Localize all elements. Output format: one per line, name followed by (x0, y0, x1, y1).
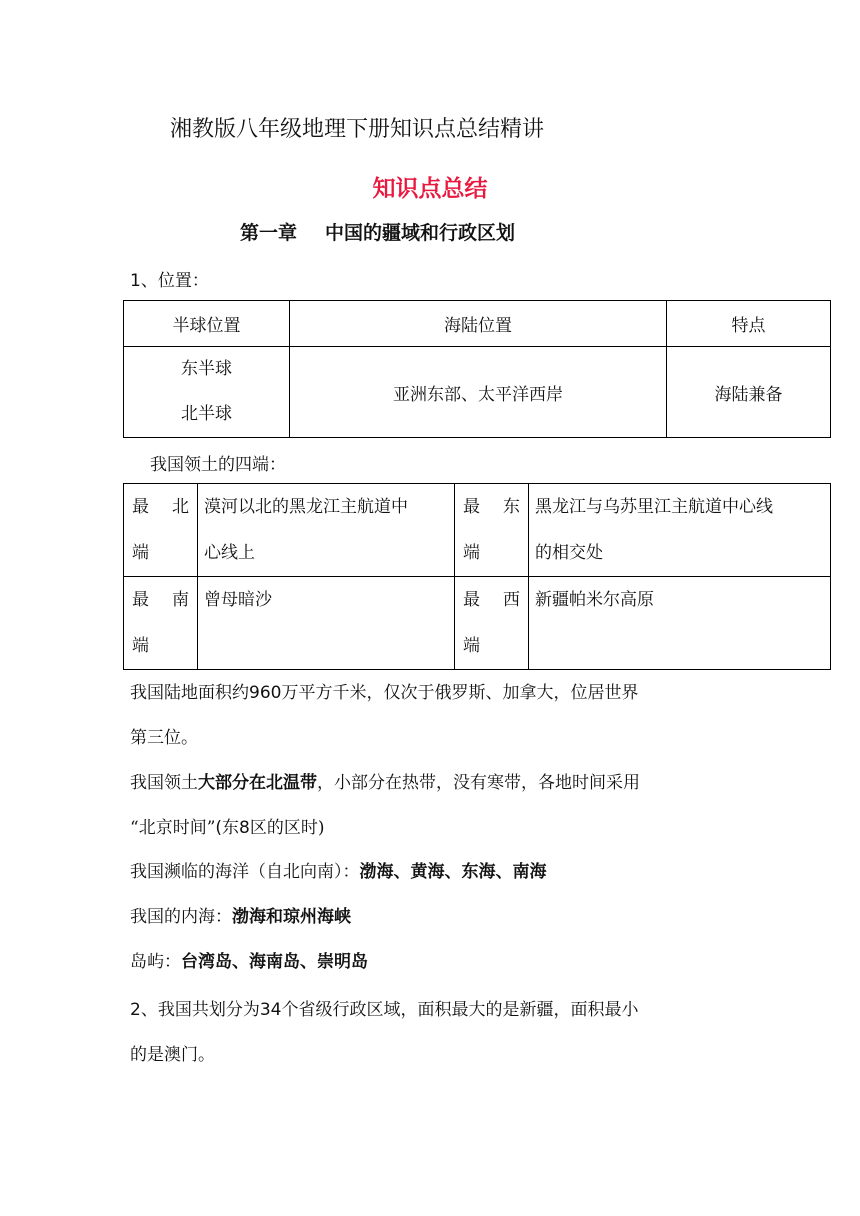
paragraph-islands: 岛屿：台湾岛、海南岛、崇明岛 (130, 952, 368, 972)
west-desc: 新疆帕米尔高原 (529, 577, 831, 670)
header-sea-land: 海陆位置 (290, 301, 667, 347)
north-label: 最 北 端 (124, 484, 198, 577)
document-title: 湘教版八年级地理下册知识点总结精讲 (170, 117, 545, 142)
paragraph-area-line2: 第三位。 (130, 728, 198, 748)
paragraph-seas: 我国濒临的海洋（自北向南）：渤海、黄海、东海、南海 (130, 862, 547, 882)
table-header-row (124, 301, 831, 347)
section-heading: 知识点总结 (372, 176, 488, 202)
west-label: 最 西 端 (455, 577, 529, 670)
north-desc: 漠河以北的黑龙江主航道中 心线上 (198, 484, 455, 577)
paragraph-admin-line1: 2、我国共划分为34个省级行政区域，面积最大的是新疆，面积最小 (130, 1000, 639, 1020)
east-label: 最 东 端 (455, 484, 529, 577)
extremities-table (123, 483, 831, 670)
paragraph-area-line1: 我国陆地面积约960万平方千米，仅次于俄罗斯、加拿大，位居世界 (130, 683, 639, 703)
hemisphere-north: 北半球 (181, 404, 232, 424)
paragraph-zone-line2: “北京时间”(东8区的区时) (130, 818, 325, 838)
paragraph-inner-sea: 我国的内海：渤海和琼州海峡 (130, 907, 351, 927)
south-label: 最 南 端 (124, 577, 198, 670)
chapter-heading (240, 218, 515, 245)
hemisphere-cell (124, 347, 290, 438)
chapter-name: 中国的疆域和行政区划 (325, 222, 516, 244)
hemisphere-east: 东半球 (181, 359, 232, 379)
chapter-number: 第一章 (240, 222, 298, 244)
sea-land-cell: 亚洲东部、太平洋西岸 (290, 347, 667, 438)
feature-cell: 海陆兼备 (667, 347, 831, 438)
table-row (124, 347, 831, 438)
location-label: 1、位置： (130, 271, 209, 291)
extremities-label: 我国领土的四端： (150, 455, 286, 475)
header-hemisphere: 半球位置 (124, 301, 290, 347)
table-row (124, 484, 831, 577)
south-desc: 曾母暗沙 (198, 577, 455, 670)
paragraph-zone-line1: 我国领土大部分在北温带，小部分在热带，没有寒带，各地时间采用 (130, 773, 640, 793)
east-desc: 黑龙江与乌苏里江主航道中心线 的相交处 (529, 484, 831, 577)
location-table (123, 300, 831, 438)
table-row (124, 577, 831, 670)
paragraph-admin-line2: 的是澳门。 (130, 1045, 215, 1065)
header-feature: 特点 (667, 301, 831, 347)
